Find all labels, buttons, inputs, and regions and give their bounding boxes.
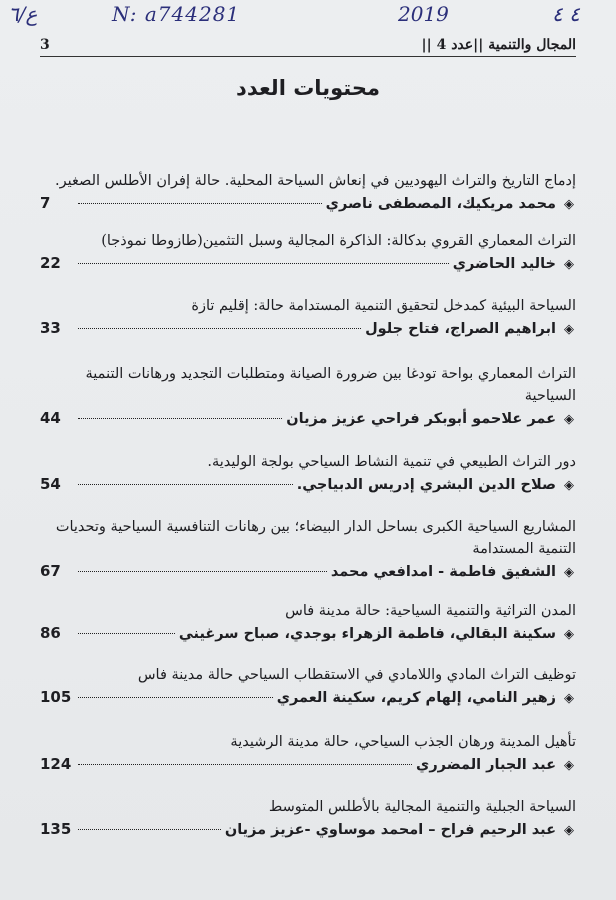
article-authors: عمر علاحمو أبوبكر فراحي عزيز مزيان: [286, 411, 556, 427]
toc-entry: [40, 664, 576, 710]
article-title: توظيف التراث المادي واللامادي في الاستقطاب السياحي حالة مدينة فاس: [137, 667, 576, 683]
toc-entry: [40, 363, 576, 431]
article-page-number: 105: [40, 688, 72, 706]
article-page-number: 44: [40, 409, 61, 427]
entry-authors-line: [40, 409, 576, 431]
handwritten-registration-number: N: a744281: [112, 2, 241, 26]
article-page-number: 124: [40, 755, 72, 773]
article-page-number: 67: [40, 562, 61, 580]
article-authors: عبد الجبار المضرري: [416, 757, 556, 773]
dot-leader: [78, 571, 327, 572]
dot-leader: [78, 418, 282, 419]
article-authors: عبد الرحيم فراح – امحمد موساوي -عزيز مزيان: [224, 822, 556, 838]
toc-entry: [40, 796, 576, 842]
entry-authors-line: [40, 820, 576, 842]
dot-leader: [78, 328, 361, 329]
diamond-bullet-icon: ◈: [564, 322, 574, 337]
dot-leader: [78, 764, 412, 765]
article-title: المشاريع السياحية الكبرى بساحل الدار البيضاء؛ بين رهانات التنافسية السياحية وتحديات التنمية المستدامة: [55, 519, 576, 557]
diamond-bullet-icon: ◈: [564, 197, 574, 212]
toc-entry: [40, 295, 576, 341]
page-title: محتويات العدد: [236, 76, 380, 100]
handwritten-mark-right: ٤ ٤: [552, 2, 580, 26]
article-page-number: 7: [40, 194, 51, 212]
article-authors: سكينة البقالي، فاطمة الزهراء بوجدي، صباح سرغيني: [178, 626, 556, 642]
diamond-bullet-icon: ◈: [564, 627, 574, 642]
diamond-bullet-icon: ◈: [564, 758, 574, 773]
article-authors: خاليد الحاضري: [452, 256, 556, 272]
entry-authors-line: [40, 194, 576, 216]
article-title: السياحة البيئية كمدخل لتحقيق التنمية المستدامة حالة: إقليم تازة: [191, 298, 576, 314]
journal-name: المجال والتنمية ||عدد 4 ||: [421, 37, 576, 53]
dot-leader: [78, 484, 293, 485]
toc-entry: [40, 600, 576, 646]
diamond-bullet-icon: ◈: [564, 478, 574, 493]
diamond-bullet-icon: ◈: [564, 257, 574, 272]
entry-authors-line: [40, 254, 576, 276]
article-authors: صلاح الدين البشري إدريس الدبياجي.: [296, 477, 556, 493]
article-authors: ابراهيم الصراج، فتاح جلول: [365, 321, 556, 337]
article-page-number: 54: [40, 475, 61, 493]
running-header: [40, 30, 576, 57]
article-title: التراث المعماري بواحة تودغا بين ضرورة الصيانة ومتطلبات التجديد ورهانات التنمية السياحية: [85, 366, 576, 404]
entry-authors-line: [40, 688, 576, 710]
article-page-number: 135: [40, 820, 72, 838]
diamond-bullet-icon: ◈: [564, 691, 574, 706]
toc-entry: [40, 516, 576, 584]
toc-entry: [40, 170, 576, 216]
article-title: المدن التراثية والتنمية السياحية: حالة مدينة فاس: [285, 603, 576, 619]
handwritten-year: 2019: [398, 2, 449, 26]
handwritten-annotations: [0, 0, 616, 30]
article-title: تأهيل المدينة ورهان الجذب السياحي، حالة مدينة الرشيدية: [230, 734, 576, 750]
diamond-bullet-icon: ◈: [564, 412, 574, 427]
entry-authors-line: [40, 319, 576, 341]
dot-leader: [78, 263, 449, 264]
article-authors: محمد مريكيك، المصطفى ناصري: [325, 196, 556, 212]
dot-leader: [78, 829, 221, 830]
dot-leader: [78, 697, 273, 698]
toc-entry: [40, 451, 576, 497]
article-authors: زهير النامي، إلهام كريم، سكينة العمري: [276, 690, 556, 706]
article-title: السياحة الجبلية والتنمية المجالية بالأطلس المتوسط: [268, 799, 576, 815]
article-page-number: 22: [40, 254, 61, 272]
article-page-number: 33: [40, 319, 61, 337]
dot-leader: [78, 633, 175, 634]
article-title: إدماج التاريخ والتراث اليهوديين في إنعاش السياحة المحلية. حالة إفران الأطلس الصغير.: [55, 173, 576, 189]
article-page-number: 86: [40, 624, 61, 642]
handwritten-mark-left: ع/٦: [8, 2, 38, 26]
article-title: دور التراث الطبيعي في تنمية النشاط السياحي بولجة الوليدية.: [207, 454, 576, 470]
diamond-bullet-icon: ◈: [564, 823, 574, 838]
header-page-number: 3: [40, 37, 50, 53]
entry-authors-line: [40, 624, 576, 646]
diamond-bullet-icon: ◈: [564, 565, 574, 580]
entry-authors-line: [40, 562, 576, 584]
toc-entry: [40, 230, 576, 276]
entry-authors-line: [40, 475, 576, 497]
article-authors: الشفيق فاطمة - امدافعي محمد: [330, 564, 556, 580]
toc-entry: [40, 731, 576, 777]
article-title: التراث المعماري القروي بدكالة: الذاكرة المجالية وسبل التثمين(طازوطا نموذجا): [101, 233, 576, 249]
dot-leader: [78, 203, 322, 204]
entry-authors-line: [40, 755, 576, 777]
